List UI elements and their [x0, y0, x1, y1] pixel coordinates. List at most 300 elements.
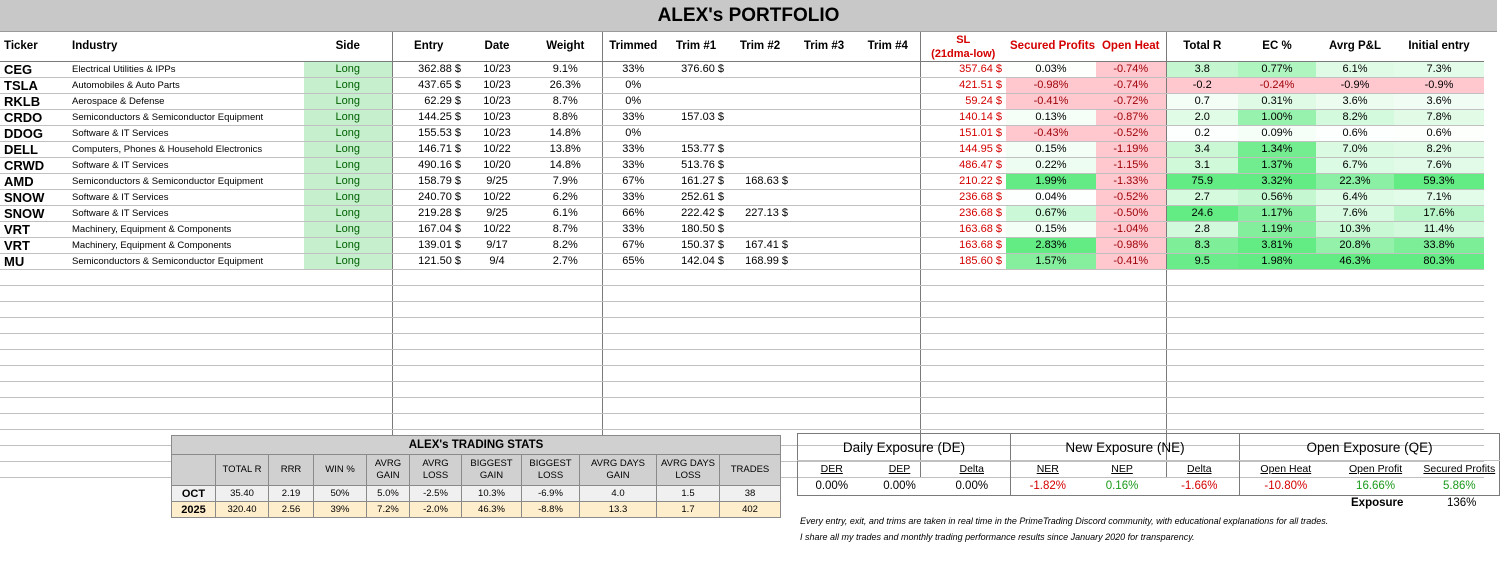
cell-industry: Software & IT Services — [68, 126, 304, 142]
cell-sl: 163.68 $ — [920, 222, 1006, 238]
cell-trimmed: 0% — [602, 94, 664, 110]
cell-trim1: 180.50 $ — [664, 222, 728, 238]
table-row — [0, 398, 1507, 414]
cell-side — [304, 398, 392, 414]
cell-trim4 — [856, 174, 920, 190]
col-stop-loss-line2: (21dma-low) — [931, 47, 996, 60]
cell-weight — [529, 318, 602, 334]
cell-sl: 151.01 $ — [920, 126, 1006, 142]
cell-weight: 14.8% — [529, 126, 602, 142]
cell-trim4 — [856, 78, 920, 94]
cell-ec: 0.31% — [1238, 94, 1316, 110]
cell-total_r: 8.3 — [1166, 238, 1238, 254]
cell-sl — [920, 318, 1006, 334]
cell-side — [304, 334, 392, 350]
cell-weight: 2.7% — [529, 254, 602, 270]
cell-ticker: VRT — [0, 238, 68, 254]
cell-date: 10/23 — [465, 62, 529, 78]
cell-avrg_pl — [1316, 286, 1394, 302]
cell-total_r — [1166, 398, 1238, 414]
cell-date: 10/22 — [465, 142, 529, 158]
table-row — [0, 238, 1507, 254]
cell-trimmed — [602, 382, 664, 398]
cell-open_heat — [1096, 366, 1166, 382]
cell-secured — [1006, 350, 1096, 366]
cell-trim4 — [856, 398, 920, 414]
cell-open_heat: -1.04% — [1096, 222, 1166, 238]
cell-trim2 — [728, 350, 792, 366]
daily-exposure-title: Daily Exposure (DE) — [798, 434, 1011, 461]
cell-entry — [392, 414, 465, 430]
stats-header-cell: WIN % — [314, 455, 367, 486]
dep-value: 0.00% — [866, 477, 934, 496]
cell-secured: 1.57% — [1006, 254, 1096, 270]
table-row — [0, 366, 1507, 382]
cell-trim2 — [728, 414, 792, 430]
cell-ec: 0.77% — [1238, 62, 1316, 78]
cell-side: Long — [304, 78, 392, 94]
cell-trimmed: 33% — [602, 158, 664, 174]
cell-total_r: 75.9 — [1166, 174, 1238, 190]
cell-sl: 210.22 $ — [920, 174, 1006, 190]
cell-secured — [1006, 366, 1096, 382]
cell-industry: Aerospace & Defense — [68, 94, 304, 110]
cell-ec — [1238, 286, 1316, 302]
cell-ticker: SNOW — [0, 190, 68, 206]
cell-total_r: 9.5 — [1166, 254, 1238, 270]
cell-avrg_pl: 10.3% — [1316, 222, 1394, 238]
ner-value: -1.82% — [1011, 477, 1085, 496]
stats-header-cell: TRADES — [720, 455, 781, 486]
cell-weight — [529, 414, 602, 430]
stats-cell: 7.2% — [367, 502, 410, 518]
cell-open_heat — [1096, 350, 1166, 366]
cell-entry: 437.65 $ — [392, 78, 465, 94]
cell-trim1: 153.77 $ — [664, 142, 728, 158]
cell-ticker: CRWD — [0, 158, 68, 174]
cell-sl — [920, 334, 1006, 350]
cell-trim4 — [856, 270, 920, 286]
cell-open_heat: -1.19% — [1096, 142, 1166, 158]
table-row — [0, 414, 1507, 430]
stats-header-cell: BIGGEST GAIN — [462, 455, 522, 486]
cell-avrg_pl — [1316, 382, 1394, 398]
table-row — [0, 94, 1507, 110]
cell-trim1 — [664, 334, 728, 350]
cell-weight — [529, 334, 602, 350]
cell-weight: 13.8% — [529, 142, 602, 158]
cell-entry — [392, 366, 465, 382]
cell-avrg_pl: 0.6% — [1316, 126, 1394, 142]
cell-sl — [920, 302, 1006, 318]
cell-total_r — [1166, 334, 1238, 350]
cell-trim2: 227.13 $ — [728, 206, 792, 222]
cell-secured: 0.03% — [1006, 62, 1096, 78]
cell-ticker — [0, 398, 68, 414]
cell-trim4 — [856, 318, 920, 334]
cell-date — [465, 398, 529, 414]
cell-entry — [392, 302, 465, 318]
cell-sl: 144.95 $ — [920, 142, 1006, 158]
exposure-value: 136% — [1447, 497, 1477, 509]
cell-trim4 — [856, 382, 920, 398]
col-ticker: Ticker — [0, 32, 68, 62]
cell-side — [304, 350, 392, 366]
cell-trim1 — [664, 414, 728, 430]
de-delta-label: Delta — [959, 463, 985, 475]
col-industry: Industry — [68, 32, 304, 62]
stats-cell: 320.40 — [216, 502, 269, 518]
cell-open_heat — [1096, 302, 1166, 318]
cell-trim2: 167.41 $ — [728, 238, 792, 254]
cell-side: Long — [304, 110, 392, 126]
cell-ticker — [0, 366, 68, 382]
col-stop-loss — [920, 32, 1006, 62]
stats-header-cell: AVRG GAIN — [367, 455, 410, 486]
cell-avrg_pl: -0.9% — [1316, 78, 1394, 94]
cell-avrg_pl: 22.3% — [1316, 174, 1394, 190]
cell-sl: 236.68 $ — [920, 206, 1006, 222]
cell-trimmed: 33% — [602, 190, 664, 206]
cell-weight: 8.2% — [529, 238, 602, 254]
cell-industry: Software & IT Services — [68, 190, 304, 206]
cell-side: Long — [304, 190, 392, 206]
portfolio-table — [0, 32, 1507, 478]
cell-avrg_pl — [1316, 366, 1394, 382]
cell-trim2: 168.99 $ — [728, 254, 792, 270]
stats-cell: 35.40 — [216, 486, 269, 502]
cell-ticker — [0, 286, 68, 302]
table-row — [0, 382, 1507, 398]
cell-trim2 — [728, 398, 792, 414]
cell-open_heat — [1096, 414, 1166, 430]
new-exposure-title: New Exposure (NE) — [1011, 434, 1240, 461]
stats-cell: 50% — [314, 486, 367, 502]
cell-weight — [529, 302, 602, 318]
cell-trim1: 161.27 $ — [664, 174, 728, 190]
cell-date — [465, 286, 529, 302]
cell-open_heat — [1096, 334, 1166, 350]
cell-trim1 — [664, 286, 728, 302]
cell-trim1 — [664, 94, 728, 110]
col-trimmed: Trimmed — [602, 32, 664, 62]
cell-open_heat — [1096, 286, 1166, 302]
cell-trim3 — [792, 398, 856, 414]
stats-cell: -6.9% — [522, 486, 580, 502]
col-side: Side — [304, 32, 392, 62]
cell-ticker — [0, 462, 68, 478]
cell-secured: -0.43% — [1006, 126, 1096, 142]
cell-sl: 236.68 $ — [920, 190, 1006, 206]
cell-avrg_pl — [1316, 350, 1394, 366]
stats-header-cell: RRR — [269, 455, 314, 486]
cell-entry: 121.50 $ — [392, 254, 465, 270]
cell-sl — [920, 366, 1006, 382]
cell-industry: Semiconductors & Semiconductor Equipment — [68, 174, 304, 190]
cell-ticker: RKLB — [0, 94, 68, 110]
cell-trim2 — [728, 366, 792, 382]
col-trim1: Trim #1 — [664, 32, 728, 62]
cell-ticker — [0, 430, 68, 446]
cell-avrg_pl: 7.6% — [1316, 206, 1394, 222]
cell-side: Long — [304, 94, 392, 110]
cell-industry: Machinery, Equipment & Components — [68, 222, 304, 238]
cell-entry: 167.04 $ — [392, 222, 465, 238]
cell-trim4 — [856, 254, 920, 270]
cell-avrg_pl — [1316, 398, 1394, 414]
cell-open_heat: -0.87% — [1096, 110, 1166, 126]
cell-trim4 — [856, 110, 920, 126]
cell-industry: Semiconductors & Semiconductor Equipment — [68, 110, 304, 126]
cell-industry: Software & IT Services — [68, 206, 304, 222]
cell-trim3 — [792, 174, 856, 190]
cell-ec — [1238, 382, 1316, 398]
cell-ticker — [0, 302, 68, 318]
cell-open_heat: -0.98% — [1096, 238, 1166, 254]
table-row — [0, 78, 1507, 94]
open-profit-value: 16.66% — [1332, 477, 1420, 496]
cell-trim1: 222.42 $ — [664, 206, 728, 222]
stats-header-cell: BIGGEST LOSS — [522, 455, 580, 486]
cell-trimmed: 33% — [602, 110, 664, 126]
cell-ec: 0.56% — [1238, 190, 1316, 206]
cell-side: Long — [304, 254, 392, 270]
cell-trim1: 513.76 $ — [664, 158, 728, 174]
cell-ticker: DDOG — [0, 126, 68, 142]
cell-side — [304, 302, 392, 318]
stats-cell: 1.7 — [657, 502, 720, 518]
stats-corner — [172, 455, 216, 486]
cell-total_r: 0.2 — [1166, 126, 1238, 142]
cell-trimmed: 33% — [602, 142, 664, 158]
cell-total_r: 2.0 — [1166, 110, 1238, 126]
cell-side — [304, 382, 392, 398]
cell-date: 10/23 — [465, 110, 529, 126]
cell-date — [465, 350, 529, 366]
cell-date — [465, 334, 529, 350]
note-line-1: Every entry, exit, and trims are taken in real time in the PrimeTrading Discord community, with educational explanations for all trades. — [800, 516, 1329, 526]
cell-secured: 1.99% — [1006, 174, 1096, 190]
table-header-row — [0, 32, 1507, 62]
cell-ec: 1.34% — [1238, 142, 1316, 158]
cell-ticker — [0, 270, 68, 286]
table-row — [0, 158, 1507, 174]
page-title: ALEX's PORTFOLIO — [0, 0, 1497, 32]
cell-total_r: -0.2 — [1166, 78, 1238, 94]
table-row — [0, 206, 1507, 222]
col-entry: Entry — [392, 32, 465, 62]
cell-trim3 — [792, 318, 856, 334]
cell-ec: -0.24% — [1238, 78, 1316, 94]
open-exposure-title: Open Exposure (QE) — [1240, 434, 1500, 461]
cell-trim4 — [856, 142, 920, 158]
cell-trim3 — [792, 382, 856, 398]
cell-ec — [1238, 366, 1316, 382]
cell-date: 9/25 — [465, 174, 529, 190]
cell-initial_entry: 7.8% — [1394, 110, 1484, 126]
cell-trimmed: 66% — [602, 206, 664, 222]
cell-ec: 1.98% — [1238, 254, 1316, 270]
exposure-label: Exposure — [1351, 497, 1404, 509]
cell-ticker: CEG — [0, 62, 68, 78]
table-row — [0, 142, 1507, 158]
cell-trimmed — [602, 350, 664, 366]
cell-industry: Computers, Phones & Household Electronics — [68, 142, 304, 158]
cell-secured: -0.98% — [1006, 78, 1096, 94]
cell-initial_entry — [1394, 382, 1484, 398]
cell-avrg_pl: 6.1% — [1316, 62, 1394, 78]
cell-ticker: MU — [0, 254, 68, 270]
cell-initial_entry: -0.9% — [1394, 78, 1484, 94]
stats-header-row — [172, 455, 781, 486]
cell-trim1: 376.60 $ — [664, 62, 728, 78]
cell-ticker — [0, 350, 68, 366]
cell-initial_entry — [1394, 318, 1484, 334]
cell-trim1 — [664, 350, 728, 366]
cell-initial_entry: 3.6% — [1394, 94, 1484, 110]
nep-value: 0.16% — [1085, 477, 1160, 496]
cell-ec — [1238, 398, 1316, 414]
cell-trim3 — [792, 126, 856, 142]
cell-trimmed: 33% — [602, 62, 664, 78]
cell-avrg_pl: 6.7% — [1316, 158, 1394, 174]
cell-total_r: 24.6 — [1166, 206, 1238, 222]
cell-date: 9/25 — [465, 206, 529, 222]
cell-weight: 26.3% — [529, 78, 602, 94]
cell-initial_entry — [1394, 302, 1484, 318]
cell-total_r — [1166, 366, 1238, 382]
cell-trim2 — [728, 62, 792, 78]
cell-weight — [529, 270, 602, 286]
cell-trim2: 168.63 $ — [728, 174, 792, 190]
cell-weight: 9.1% — [529, 62, 602, 78]
cell-weight: 8.8% — [529, 110, 602, 126]
cell-open_heat: -1.33% — [1096, 174, 1166, 190]
stats-cell: 46.3% — [462, 502, 522, 518]
cell-side — [304, 318, 392, 334]
cell-ticker — [0, 382, 68, 398]
cell-ticker: CRDO — [0, 110, 68, 126]
cell-side: Long — [304, 158, 392, 174]
cell-secured: 2.83% — [1006, 238, 1096, 254]
col-ec-pct: EC % — [1238, 32, 1316, 62]
open-profit-label: Open Profit — [1349, 463, 1403, 475]
cell-open_heat: -0.50% — [1096, 206, 1166, 222]
col-trim3: Trim #3 — [792, 32, 856, 62]
cell-entry — [392, 270, 465, 286]
cell-trim2 — [728, 286, 792, 302]
cell-open_heat: -0.52% — [1096, 190, 1166, 206]
cell-trim1 — [664, 366, 728, 382]
secured-profits-label: Secured Profits — [1420, 461, 1500, 478]
cell-trim4 — [856, 350, 920, 366]
cell-avrg_pl: 46.3% — [1316, 254, 1394, 270]
cell-sl: 421.51 $ — [920, 78, 1006, 94]
cell-ec — [1238, 318, 1316, 334]
cell-avrg_pl — [1316, 414, 1394, 430]
cell-entry: 158.79 $ — [392, 174, 465, 190]
table-row — [0, 190, 1507, 206]
cell-secured: 0.15% — [1006, 222, 1096, 238]
cell-industry: Software & IT Services — [68, 158, 304, 174]
cell-date — [465, 414, 529, 430]
cell-side — [304, 270, 392, 286]
cell-date: 10/22 — [465, 222, 529, 238]
cell-trim4 — [856, 158, 920, 174]
cell-side: Long — [304, 142, 392, 158]
cell-trim3 — [792, 110, 856, 126]
cell-secured: 0.22% — [1006, 158, 1096, 174]
cell-open_heat: -0.41% — [1096, 254, 1166, 270]
cell-trim1 — [664, 382, 728, 398]
cell-trim2 — [728, 318, 792, 334]
col-trim2: Trim #2 — [728, 32, 792, 62]
stats-cell: 10.3% — [462, 486, 522, 502]
stats-cell: -2.0% — [410, 502, 462, 518]
cell-trim4 — [856, 334, 920, 350]
cell-date: 9/4 — [465, 254, 529, 270]
cell-weight: 6.2% — [529, 190, 602, 206]
cell-initial_entry — [1394, 270, 1484, 286]
stats-header-cell: TOTAL R — [216, 455, 269, 486]
stats-cell: 4.0 — [580, 486, 657, 502]
cell-trim3 — [792, 62, 856, 78]
cell-date: 10/23 — [465, 78, 529, 94]
cell-sl: 185.60 $ — [920, 254, 1006, 270]
cell-weight: 6.1% — [529, 206, 602, 222]
cell-trim4 — [856, 302, 920, 318]
cell-sl — [920, 414, 1006, 430]
der-label: DER — [798, 461, 866, 478]
cell-avrg_pl — [1316, 302, 1394, 318]
cell-trim2 — [728, 302, 792, 318]
cell-trimmed — [602, 398, 664, 414]
cell-industry — [68, 302, 304, 318]
cell-secured: -0.41% — [1006, 94, 1096, 110]
cell-avrg_pl: 6.4% — [1316, 190, 1394, 206]
stats-title: ALEX's TRADING STATS — [172, 436, 781, 455]
cell-sl: 486.47 $ — [920, 158, 1006, 174]
cell-entry: 219.28 $ — [392, 206, 465, 222]
col-stop-loss-line1: SL — [956, 33, 971, 46]
cell-avrg_pl — [1316, 334, 1394, 350]
cell-side: Long — [304, 174, 392, 190]
cell-trim3 — [792, 238, 856, 254]
cell-trimmed — [602, 286, 664, 302]
cell-trim3 — [792, 414, 856, 430]
cell-open_heat: -1.15% — [1096, 158, 1166, 174]
cell-entry: 155.53 $ — [392, 126, 465, 142]
cell-open_heat — [1096, 382, 1166, 398]
cell-industry: Automobiles & Auto Parts — [68, 78, 304, 94]
cell-secured — [1006, 270, 1096, 286]
cell-industry: Semiconductors & Semiconductor Equipment — [68, 254, 304, 270]
cell-side — [304, 414, 392, 430]
ner-label: NER — [1011, 461, 1085, 478]
stats-cell: 2.56 — [269, 502, 314, 518]
cell-side — [304, 286, 392, 302]
cell-entry: 146.71 $ — [392, 142, 465, 158]
stats-cell: -8.8% — [522, 502, 580, 518]
table-row — [0, 350, 1507, 366]
col-avrg-pl: Avrg P&L — [1316, 32, 1394, 62]
cell-trimmed — [602, 270, 664, 286]
cell-weight: 14.8% — [529, 158, 602, 174]
cell-industry — [68, 398, 304, 414]
stats-row — [172, 486, 781, 502]
cell-initial_entry — [1394, 414, 1484, 430]
cell-secured — [1006, 318, 1096, 334]
